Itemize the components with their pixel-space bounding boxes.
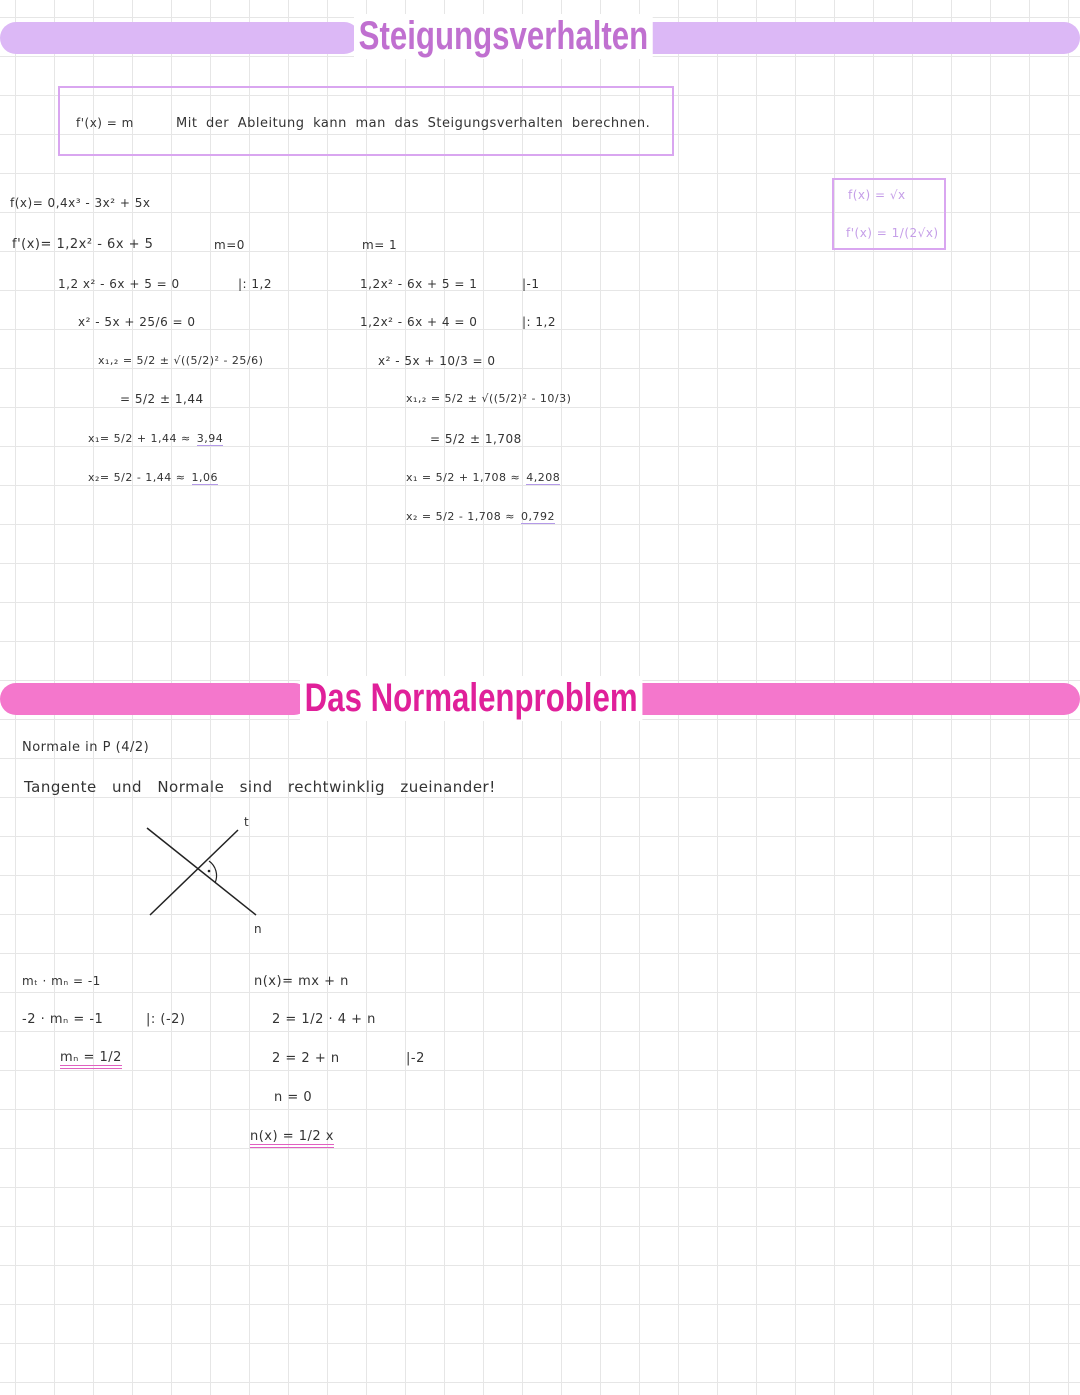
m1-op1: |-1 [522, 277, 540, 291]
m0-x2-row [88, 471, 218, 485]
m0-line: 1,2 x² - 6x + 5 = 0 [58, 277, 180, 291]
normal-eq: n = 0 [274, 1090, 313, 1105]
m0-line: = 5/2 ± 1,44 [120, 392, 204, 406]
m1-line: x² - 5x + 10/3 = 0 [378, 354, 496, 368]
m1-x2-result: 0,792 [521, 510, 555, 523]
slope-result: mₙ = 1/2 [60, 1050, 122, 1069]
header-bar-right [636, 22, 1080, 54]
m0-line: x₁,₂ = 5/2 ± √((5/2)² - 25/6) [98, 354, 264, 367]
normal-eq: 2 = 2 + n [272, 1051, 340, 1066]
slope-equation: -2 · mₙ = -1 [22, 1012, 104, 1027]
m0-x2-result: 1,06 [191, 471, 219, 484]
m1-line: x₂ = 5/2 - 1,708 ≈ [406, 510, 515, 523]
m0-label: m=0 [214, 238, 245, 252]
normal-point: Normale in P (4/2) [22, 740, 150, 755]
m1-x1-row [406, 471, 560, 485]
derivative: f'(x)= 1,2x² - 6x + 5 [12, 237, 154, 252]
m1-x2-row [406, 510, 555, 524]
tangent-line [150, 830, 238, 915]
m1-line: x₁ = 5/2 + 1,708 ≈ [406, 471, 521, 484]
m1-op2: |: 1,2 [522, 315, 556, 329]
label-t: t [244, 815, 250, 829]
normal-result: n(x) = 1/2 x [250, 1129, 334, 1148]
m1-line: 1,2x² - 6x + 5 = 1 [360, 277, 478, 291]
slope-product: mₜ · mₙ = -1 [22, 974, 101, 988]
label-n: n [254, 922, 263, 936]
right-angle-dot [208, 870, 211, 873]
normal-eq: 2 = 1/2 · 4 + n [272, 1012, 376, 1027]
m1-line: x₁,₂ = 5/2 ± √((5/2)² - 10/3) [406, 392, 572, 405]
side-box-line2: f'(x) = 1/(2√x) [846, 226, 939, 240]
m1-line: = 5/2 ± 1,708 [430, 432, 522, 446]
m0-line: x₂= 5/2 - 1,44 ≈ [88, 471, 186, 484]
function-definition: f(x)= 0,4x³ - 3x² + 5x [10, 196, 151, 210]
m0-line: x₁= 5/2 + 1,44 ≈ [88, 432, 191, 445]
definition-text: Mit der Ableitung kann man das Steigungsverhalten berechnen. [176, 116, 651, 131]
section-title-steigungsverhalten: Steigungsverhalten [354, 14, 653, 59]
definition-formula: f'(x) = m [76, 116, 134, 130]
perpendicular-statement: Tangente und Normale sind rechtwinklig zueinander! [24, 778, 496, 796]
m1-label: m= 1 [362, 238, 398, 252]
header-bar-left [0, 22, 360, 54]
m0-op: |: 1,2 [238, 277, 272, 291]
m0-line: x² - 5x + 25/6 = 0 [78, 315, 196, 329]
header-bar-left-pink [0, 683, 310, 715]
side-box-line1: f(x) = √x [848, 188, 906, 202]
slope-op: |: (-2) [146, 1012, 186, 1027]
normal-op: |-2 [406, 1051, 425, 1066]
tangent-normal-diagram [140, 815, 270, 935]
section-title-normalenproblem: Das Normalenproblem [300, 676, 642, 721]
header-bar-right-pink [620, 683, 1080, 715]
m0-x1-row [88, 432, 223, 446]
m0-x1-result: 3,94 [196, 432, 224, 445]
normal-eq: n(x)= mx + n [254, 974, 349, 989]
m1-x1-result: 4,208 [526, 471, 561, 484]
m1-line: 1,2x² - 6x + 4 = 0 [360, 315, 478, 329]
